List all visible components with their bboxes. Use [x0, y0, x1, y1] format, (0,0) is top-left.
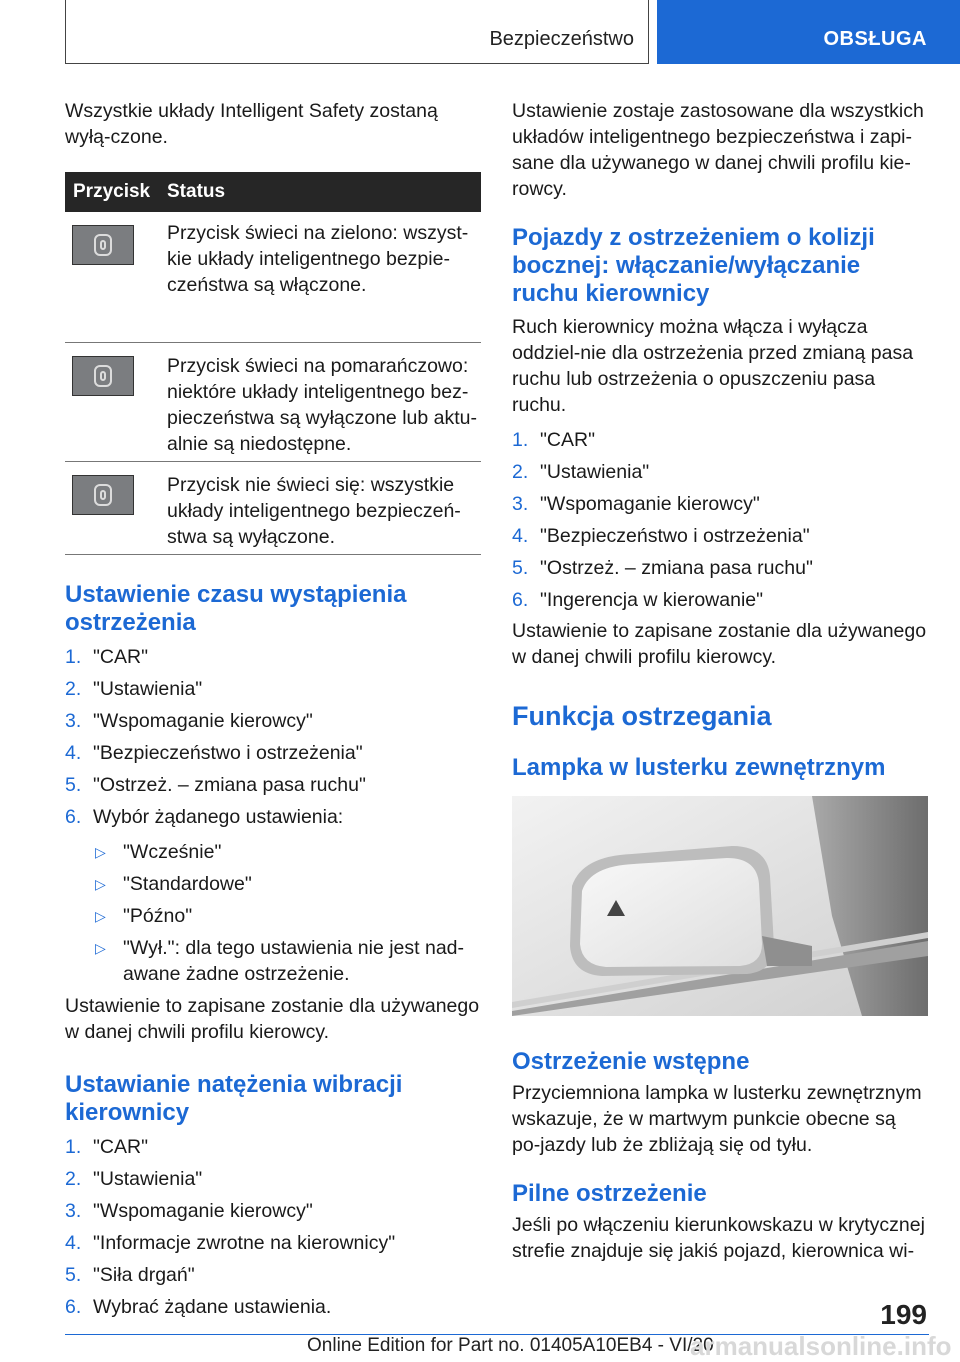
- intelligent-safety-button-icon: [72, 475, 134, 515]
- left-column: [65, 98, 481, 1323]
- option-item: ▷ "Wcześnie": [95, 841, 222, 863]
- table-header-status: Status: [159, 172, 481, 212]
- table-header-button: Przycisk: [65, 172, 159, 212]
- list-item: 5. "Ostrzeż. – zmiana pasa ruchu": [65, 774, 366, 796]
- option-item: ▷ "Standardowe": [95, 873, 252, 895]
- table-cell-status: Przycisk nie świeci się: wszystkie układy inteligentnego bezpieczeń‐stwa są wyłączone.: [159, 462, 481, 555]
- profile-note-right: Ustawienie to zapisane zostanie dla używanego w danej chwili profilu kierowcy.: [512, 620, 927, 668]
- triangle-bullet-icon: ▷: [95, 844, 106, 860]
- list-item: 4. "Informacje zwrotne na kierownicy": [65, 1232, 396, 1254]
- section-heading-warning-time: Ustawienie czasu wystąpienia ostrzeżenia: [65, 581, 407, 636]
- triangle-bullet-icon: ▷: [95, 876, 106, 892]
- list-item: 6. Wybór żądanego ustawienia:: [65, 806, 344, 828]
- steps-list-vibration: [65, 1131, 481, 1323]
- list-item: 1. "CAR": [512, 429, 596, 451]
- table-header-row: [65, 172, 481, 212]
- side-collision-body: Ruch kierownicy można włącza i wyłącza oddziel‐nie dla ostrzeżenia przed zmianą pasa ruchu lub ostrzeżenia o opuszczeniu pasa ruchu.: [512, 316, 914, 416]
- side-mirror-warning-light-image: [512, 796, 928, 1016]
- section-heading-urgent-warning: Pilne ostrzeżenie: [512, 1180, 707, 1207]
- table-row: [65, 462, 481, 555]
- table-cell-status: Przycisk świeci na zielono: wszyst‐kie układy inteligentnego bezpie‐czeństwa są włączone.: [159, 212, 481, 343]
- intro-paragraph-right: Ustawienie zostaje zastosowane dla wszystkich układów inteligentnego bezpieczeństwa i zapi‐sane dla używanego w danej chwili profilu kie‐rowcy.: [512, 100, 924, 200]
- watermark: armanualsonline.info: [690, 1331, 952, 1361]
- pre-warning-body: Przyciemniona lampka w lusterku zewnętrznym wskazuje, że w martwym punkcie obecne są po‐jazdy lub że zbliżają się od tyłu.: [512, 1082, 922, 1156]
- subheading-mirror-light: Lampka w lusterku zewnętrznym: [512, 754, 886, 781]
- table-cell-icon: [65, 462, 159, 555]
- list-item: 3. "Wspomaganie kierowcy": [65, 1200, 313, 1222]
- options-list: [65, 839, 481, 987]
- urgent-warning-body: Jeśli po włączeniu kierunkowskazu w krytycznej strefie znajduje się jakiś pojazd, kierownica wi‐: [512, 1214, 925, 1262]
- table-cell-icon: [65, 343, 159, 462]
- list-item: 3. "Wspomaganie kierowcy": [65, 710, 313, 732]
- list-item: 3. "Wspomaganie kierowcy": [512, 493, 760, 515]
- table-row: [65, 343, 481, 462]
- page-number: 199: [880, 1299, 927, 1330]
- intro-paragraph: Wszystkie układy Intelligent Safety zostaną wyłą‐czone.: [65, 100, 438, 148]
- list-item: 2. "Ustawienia": [65, 1168, 203, 1190]
- triangle-bullet-icon: ▷: [95, 940, 106, 956]
- footer-edition-text: Online Edition for Part no. 01405A10EB4 - VI/20: [307, 1335, 714, 1356]
- table-cell-status: Przycisk świeci na pomarańczowo: niektóre układy inteligentnego bez‐pieczeństwa są wyłączone lub aktu‐alnie są niedostępne.: [159, 343, 481, 462]
- list-item: 2. "Ustawienia": [512, 461, 650, 483]
- list-item: 4. "Bezpieczeństwo i ostrzeżenia": [512, 525, 810, 547]
- intelligent-safety-button-icon: [72, 356, 134, 396]
- status-table: [65, 172, 481, 555]
- right-column: [512, 98, 928, 1264]
- list-item: 6. "Ingerencja w kierowanie": [512, 589, 764, 611]
- list-item: 5. "Siła drgań": [65, 1264, 195, 1286]
- steps-list-steering: [512, 424, 928, 616]
- header-section-title: Bezpieczeństwo: [489, 28, 634, 50]
- steps-list-warning-time: [65, 641, 481, 833]
- list-item: 1. "CAR": [65, 1136, 149, 1158]
- list-item: 6. Wybrać żądane ustawienia.: [65, 1296, 332, 1318]
- list-item: 4. "Bezpieczeństwo i ostrzeżenia": [65, 742, 363, 764]
- section-heading-pre-warning: Ostrzeżenie wstępne: [512, 1048, 750, 1075]
- section-heading-vibration: Ustawianie natężenia wibracji kierownicy: [65, 1071, 403, 1126]
- section-heading-side-collision: Pojazdy z ostrzeżeniem o kolizji bocznej: włączanie/wyłączanie ruchu kierownicy: [512, 224, 875, 307]
- option-item: ▷ "Wył.": dla tego ustawienia nie jest nad‐awane żadne ostrzeżenie.: [95, 937, 465, 985]
- triangle-bullet-icon: ▷: [95, 908, 106, 924]
- header-section-box: [65, 0, 649, 64]
- option-item: ▷ "Późno": [95, 905, 193, 927]
- list-item: 2. "Ustawienia": [65, 678, 203, 700]
- main-heading-warning-function: Funkcja ostrzegania: [512, 701, 772, 731]
- table-row: [65, 212, 481, 343]
- header-chapter-tab: [657, 0, 960, 64]
- intelligent-safety-button-icon: [72, 225, 134, 265]
- list-item: 1. "CAR": [65, 646, 149, 668]
- list-item: 5. "Ostrzeż. – zmiana pasa ruchu": [512, 557, 813, 579]
- table-cell-icon: [65, 212, 159, 343]
- header-chapter-label: OBSŁUGA: [823, 28, 927, 50]
- profile-note: Ustawienie to zapisane zostanie dla używanego w danej chwili profilu kierowcy.: [65, 995, 480, 1043]
